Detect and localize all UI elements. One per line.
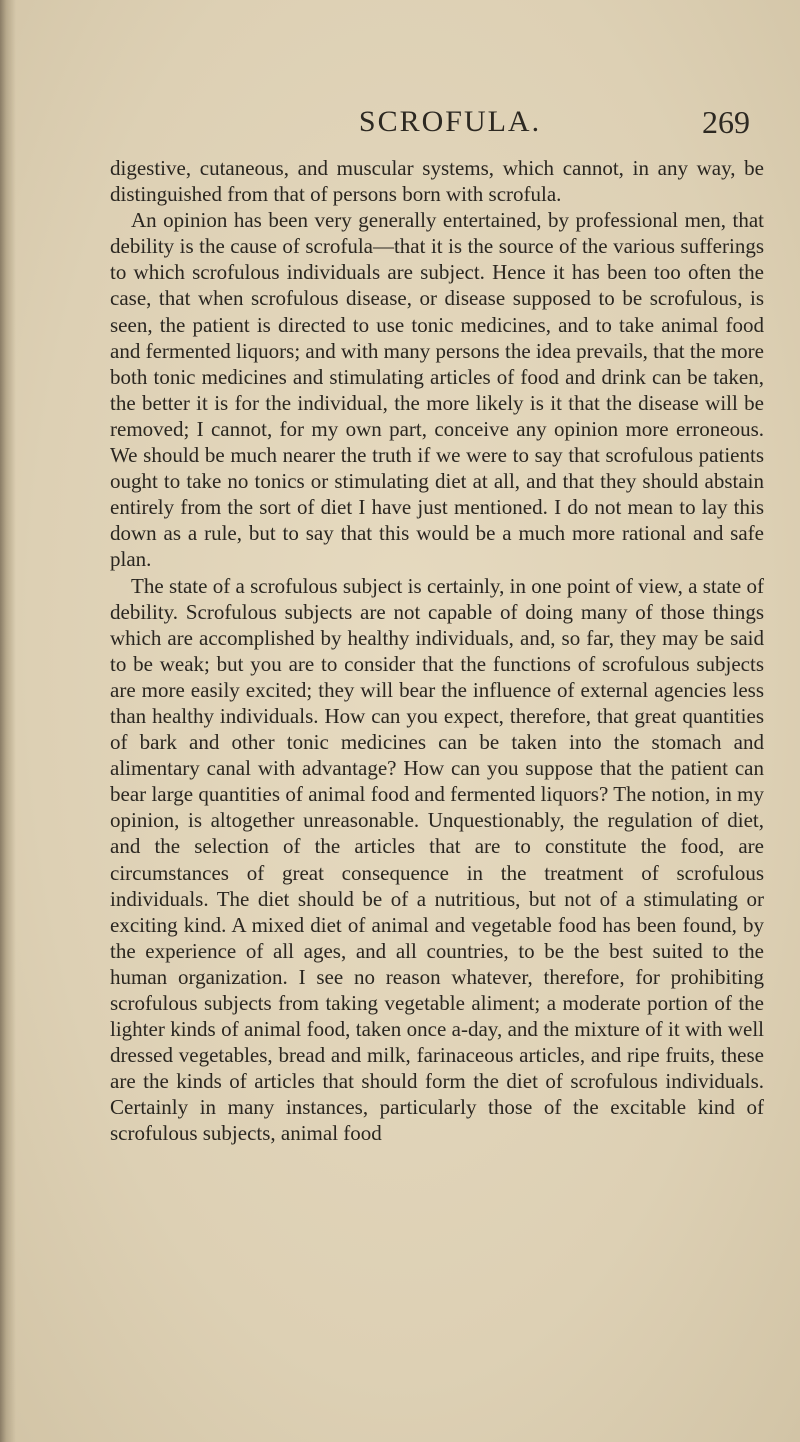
paragraph-debility-opinion: An opinion has been very generally entertained, by professional men, that debility is the cause of scrofula—that it is the source of the various sufferings to which scrofulous individuals are subject. Hence it has been too often the case, that when scrofulous disease, or disease supposed to be scrofulous, is seen, the patient is directed to use tonic medicines, and to take animal food and fermented liquors; and with many persons the idea prevails, that the more both tonic medicines and stimulating articles of food and drink can be taken, the better it is for the individual, the more likely is it that the disease will be removed; I cannot, for my own part, conceive any opinion more erroneous. We should be much nearer the truth if we were to say that scrofulous patients ought to take no tonics or stimulating diet at all, and that they should abstain entirely from the sort of diet I have just mentioned. I do not mean to lay this down as a rule, but to say that this would be a much more rational and safe plan.: [110, 208, 764, 572]
page-binding-shadow: [0, 0, 16, 1442]
body-text: [110, 155, 764, 1147]
running-title: SCROFULA.: [358, 105, 542, 138]
page-number: 269: [702, 104, 750, 140]
paragraph-continued: digestive, cutaneous, and muscular systems, which cannot, in any way, be distinguished from that of persons born with scrofula.: [110, 156, 764, 207]
running-head: [150, 102, 750, 142]
paragraph-scrofulous-state: The state of a scrofulous subject is certainly, in one point of view, a state of debility. Scrofulous subjects are not capable of doing many of those things which are accomplished by healthy individuals, and, so far, they may be said to be weak; but you are to consider that the functions of scrofulous subjects are more easily excited; they will bear the influence of external agencies less than healthy individuals. How can you expect, therefore, that great quantities of bark and other tonic medicines can be taken into the stomach and alimentary canal with advantage? How can you suppose that the patient can bear large quantities of animal food and fermented liquors? The notion, in my opinion, is altogether unreasonable. Unquestionably, the regulation of diet, and the selection of the articles that are to constitute the food, are circumstances of great consequence in the treatment of scrofulous individuals. The diet should be of a nutritious, but not of a stimulating or exciting kind. A mixed diet of animal and vegetable food has been found, by the experience of all ages, and all countries, to be the best suited to the human organization. I see no reason whatever, therefore, for prohibiting scrofulous subjects from taking vegetable aliment; a moderate portion of the lighter kinds of animal food, taken once a-day, and the mixture of it with well dressed vegetables, bread and milk, farinaceous articles, and ripe fruits, these are the kinds of articles that should form the diet of scrofulous individuals. Certainly in many instances, particularly those of the excitable kind of scrofulous subjects, animal food: [110, 573, 764, 1146]
